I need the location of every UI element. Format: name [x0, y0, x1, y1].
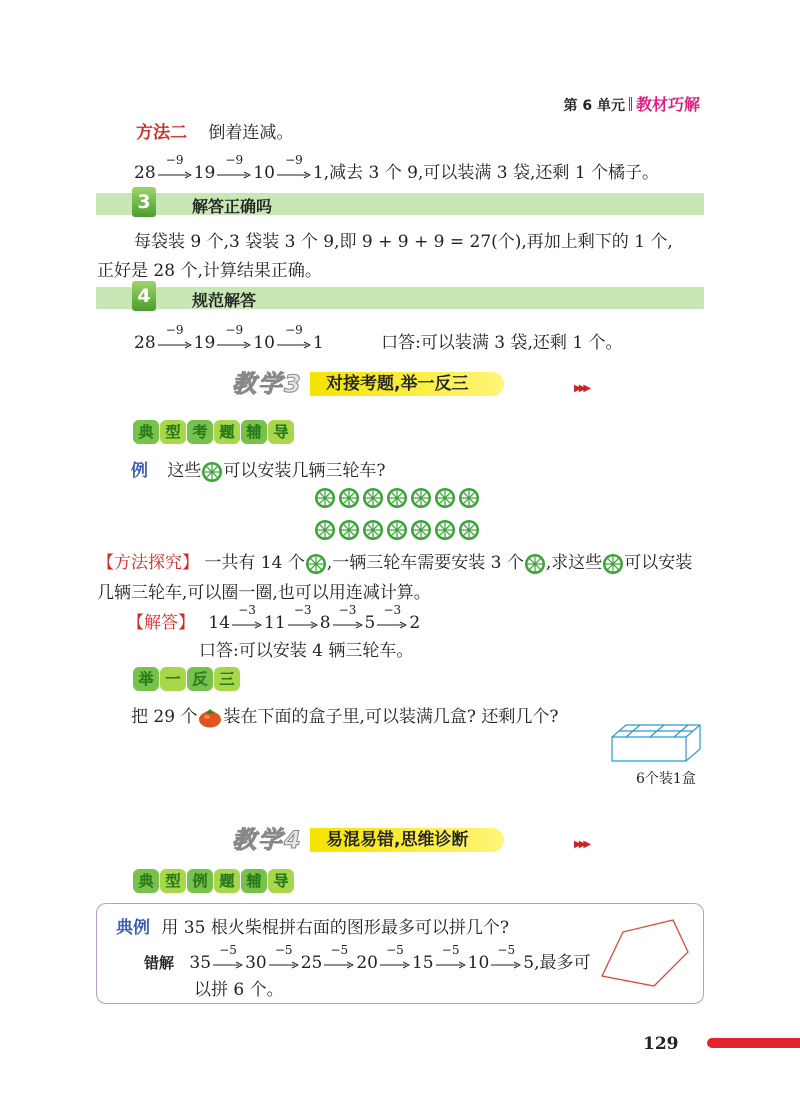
wheel-icon: [386, 519, 408, 541]
wheel-icon: [386, 487, 408, 509]
persimmon-icon: [198, 708, 222, 728]
wheel-icon: [410, 519, 432, 541]
arrow: [217, 322, 251, 350]
chain-num: 28: [134, 333, 156, 353]
arrow-label: −9: [165, 152, 184, 167]
arrow: [232, 602, 262, 630]
practice-text: 装在下面的盒子里,可以装满几盒? 还剩几个?: [223, 707, 559, 727]
section-bar-3: [96, 193, 704, 215]
section-number: 4: [132, 281, 156, 311]
pill-char: 典: [133, 869, 159, 893]
check-line-1: 每袋装 9 个,3 袋装 3 个 9,即 9 + 9 + 9 = 27(个),再加上剩下的 1 个,: [134, 232, 673, 252]
wheel-grid: [313, 486, 485, 550]
wheel-icon: [305, 553, 327, 575]
arrow-label: −5: [274, 942, 293, 957]
wheel-icon: [458, 487, 480, 509]
wrong-tail: ,最多可: [534, 953, 591, 973]
pill-char: 导: [268, 869, 294, 893]
wheel-icon: [524, 553, 546, 575]
wheel-icon: [338, 519, 360, 541]
pill-char: 例: [187, 869, 213, 893]
arrow-label: −3: [383, 602, 402, 617]
arrow: [213, 942, 243, 970]
chain-num: 19: [193, 163, 216, 183]
chain-num: 35: [189, 953, 212, 973]
wheel-icon: [338, 487, 360, 509]
pentagon-figure: [598, 918, 692, 990]
typical-label: 典例: [116, 918, 150, 938]
chain-num: 2: [409, 613, 421, 633]
banner-title: 易混易错,思维诊断: [310, 828, 504, 852]
section-number: 3: [132, 187, 156, 217]
arrow-label: −9: [225, 322, 244, 337]
wheel-icon: [362, 487, 384, 509]
arrow-label: −5: [441, 942, 460, 957]
method2-label: 方法二: [136, 123, 187, 143]
chain-num: 5: [364, 613, 376, 633]
chain1-tail: ,减去 3 个 9,可以装满 3 袋,还剩 1 个橘子。: [323, 163, 660, 183]
arrow: [277, 152, 311, 180]
chain-num: 10: [467, 953, 490, 973]
explore-text: 可以安装: [624, 553, 693, 573]
method2-line: [136, 118, 293, 143]
check-line-2: 正好是 28 个,计算结果正确。: [97, 261, 322, 281]
page-bar: [707, 1038, 800, 1048]
wheel-icon: [201, 461, 223, 483]
wheel-icon: [458, 519, 480, 541]
typical-text: 用 35 根火柴棍拼右面的图形最多可以拼几个?: [161, 918, 509, 938]
pill-char: 典: [133, 420, 159, 444]
arrow-label: −9: [285, 152, 303, 167]
solution-answer: 口答:可以安装 4 辆三轮车。: [199, 641, 414, 661]
explore-label: 【方法探究】: [97, 553, 199, 573]
pill-char: 题: [214, 420, 240, 444]
chain-num: 14: [208, 613, 231, 633]
arrow-label: −5: [386, 942, 404, 957]
arrow-label: −5: [497, 942, 516, 957]
banner-big-text: 教学4: [232, 826, 303, 854]
chain-num: 28: [134, 163, 156, 183]
example-line: [131, 456, 386, 483]
arrow: [377, 602, 407, 630]
chain-num: 8: [319, 613, 331, 633]
arrow-label: −9: [225, 152, 244, 167]
solution-line: [127, 602, 421, 633]
arrow-label: −3: [338, 602, 357, 617]
chain-num: 5: [523, 953, 535, 973]
wheel-icon: [314, 519, 336, 541]
pill-char: 三: [214, 667, 240, 691]
explore-line-2: 几辆三轮车,可以圈一圈,也可以用连减计算。: [97, 583, 431, 603]
section-title: 解答正确吗: [192, 197, 273, 216]
solution-label: 【解答】: [127, 613, 195, 633]
banner-title: 对接考题,举一反三: [310, 372, 504, 396]
chain2: [134, 322, 623, 353]
pill-extend: [133, 667, 241, 691]
arrow: [158, 152, 192, 180]
arrow: [436, 942, 466, 970]
pill-char: 考: [187, 420, 213, 444]
arrow-label: −9: [285, 322, 303, 337]
chain-num: 15: [411, 953, 434, 973]
explore-text: ,一辆三轮车需要安装 3 个: [326, 553, 524, 573]
chain-num: 30: [245, 953, 267, 973]
pill-char: 题: [214, 869, 240, 893]
explore-text: 一共有 14 个: [204, 553, 305, 573]
arrow: [324, 942, 354, 970]
arrow: [491, 942, 521, 970]
pill-typical-questions: [133, 420, 295, 444]
page-number: 129: [643, 1034, 679, 1054]
pill-char: 一: [160, 667, 186, 691]
example-text: 这些: [167, 461, 202, 481]
arrow-label: −9: [165, 322, 184, 337]
practice-text: 把 29 个: [131, 707, 198, 727]
arrow-label: −5: [330, 942, 349, 957]
arrow-label: −5: [219, 942, 237, 957]
chain-num: 1: [312, 333, 324, 353]
arrow-label: −3: [293, 602, 312, 617]
box-figure: [610, 723, 702, 765]
triangle-arrows-icon: ▶▶▶: [574, 383, 589, 394]
practice-line: [131, 702, 559, 728]
wheel-icon: [362, 519, 384, 541]
arrow: [269, 942, 299, 970]
pill-char: 型: [160, 420, 186, 444]
section-title: 规范解答: [192, 291, 257, 310]
wheel-icon: [602, 553, 624, 575]
arrow: [158, 322, 192, 350]
method2-text: 倒着连减。: [208, 123, 294, 143]
typical-line: [116, 913, 509, 938]
chain-num: 19: [193, 333, 216, 353]
wheel-icon: [410, 487, 432, 509]
pill-char: 型: [160, 869, 186, 893]
explore-text: ,求这些: [545, 553, 603, 573]
banner-teaching-3: [232, 370, 602, 398]
section-label: 教材巧解: [635, 95, 700, 114]
wrong-solution-line: [144, 942, 591, 973]
chain-num: 10: [253, 333, 275, 353]
banner-big-text: 教学3: [232, 370, 303, 398]
triangle-arrows-icon: ▶▶▶: [574, 839, 589, 850]
arrow: [288, 602, 318, 630]
pill-char: 辅: [241, 869, 267, 893]
wheel-icon: [434, 487, 456, 509]
wrong-label: 错解: [144, 954, 175, 972]
unit-label: 第 6 单元: [563, 98, 625, 114]
banner-teaching-4: [232, 826, 602, 854]
pill-char: 举: [133, 667, 159, 691]
chain-num: 25: [300, 953, 323, 973]
unit-header: [563, 92, 700, 115]
pill-typical-examples: [133, 869, 295, 893]
section-bar-4: [96, 287, 704, 309]
chain-num: 10: [253, 163, 275, 183]
wheel-icon: [314, 487, 336, 509]
chain-num: 11: [264, 613, 286, 633]
example-text: 可以安装几辆三轮车?: [223, 461, 386, 481]
arrow: [380, 942, 410, 970]
header-divider: [629, 97, 632, 111]
arrow: [333, 602, 363, 630]
arrow: [277, 322, 311, 350]
pill-char: 反: [187, 667, 213, 691]
chain-num: 20: [356, 953, 378, 973]
pill-char: 辅: [241, 420, 267, 444]
explore-line-1: [97, 548, 692, 575]
wheel-icon: [434, 519, 456, 541]
arrow-label: −3: [238, 602, 256, 617]
chain2-answer: 口答:可以装满 3 袋,还剩 1 个。: [381, 333, 623, 353]
box-caption: 6个装1盒: [636, 771, 696, 787]
example-label: 例: [131, 461, 148, 481]
pill-char: 导: [268, 420, 294, 444]
chain1: [134, 152, 660, 183]
arrow: [217, 152, 251, 180]
chain-num: 1: [312, 163, 324, 183]
wrong-line-2: 以拼 6 个。: [194, 980, 284, 1000]
